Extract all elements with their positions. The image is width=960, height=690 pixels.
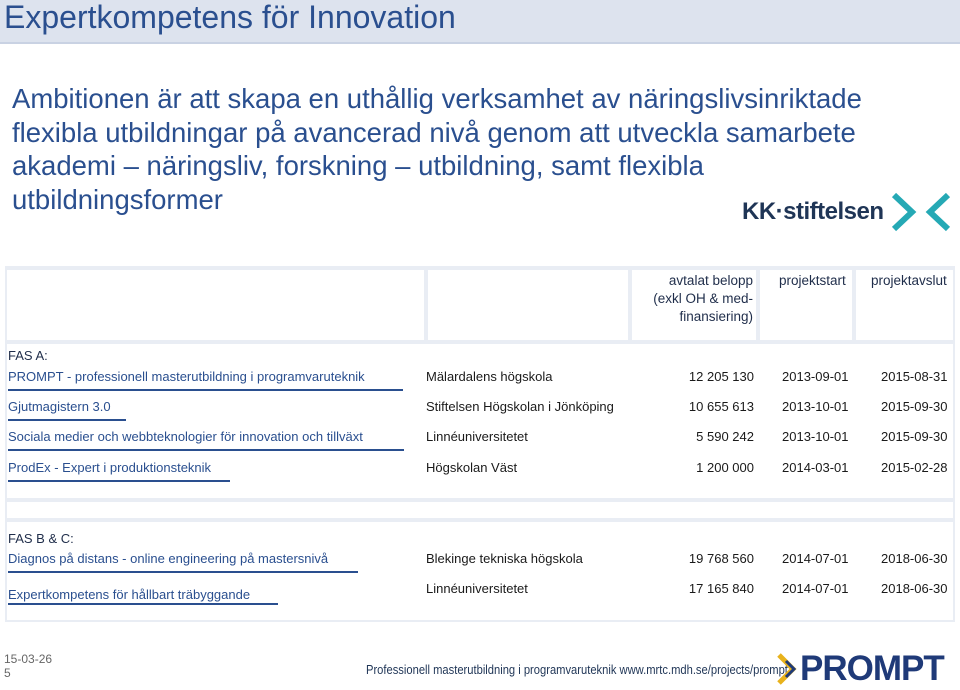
prompt-logo [776, 650, 944, 688]
section-label-a: FAS A: [8, 348, 48, 363]
end-cell: 2015-09-30 [881, 429, 948, 444]
amount-cell: 10 655 613 [688, 399, 754, 414]
kk-logo-text: KK·stiftelsen [742, 198, 884, 225]
link-underline [8, 480, 230, 482]
header-amount [633, 272, 753, 326]
start-cell: 2013-10-01 [782, 399, 849, 414]
footer-date: 15-03-26 [4, 652, 53, 666]
footer-caption: Professionell masterutbildning i programvaruteknik www.mrtc.mdh.se/projects/prompt [366, 662, 788, 677]
intro-line: flexibla utbildningar på avancerad nivå genom att utveckla samarbete [12, 116, 856, 148]
footer-date-page [4, 652, 52, 680]
project-link-diagnos[interactable]: Diagnos på distans - online engineering på mastersnivå [8, 551, 329, 566]
prompt-arrows-icon [776, 652, 800, 686]
link-underline [8, 571, 358, 573]
end-cell: 2018-06-30 [881, 551, 948, 566]
intro-line: Ambitionen är att skapa en uthållig verksamhet av näringslivsinriktade [12, 83, 862, 114]
title-divider [0, 42, 960, 44]
intro-line: akademi – näringsliv, forskning – utbildning, samt flexibla [12, 150, 704, 181]
header-amount-line: finansiering) [679, 309, 753, 324]
start-cell: 2013-09-01 [782, 369, 849, 384]
org-cell: Högskolan Väst [426, 460, 518, 475]
project-link-gjutmagistern[interactable]: Gjutmagistern 3.0 [8, 399, 111, 414]
page-title: Expertkompetens för Innovation [4, 0, 456, 35]
end-cell: 2015-02-28 [881, 460, 948, 475]
org-cell: Stiftelsen Högskolan i Jönköping [426, 399, 614, 414]
start-cell: 2014-07-01 [782, 581, 849, 596]
header-amount-line: (exkl OH & med- [653, 291, 753, 306]
end-cell: 2018-06-30 [881, 581, 948, 596]
org-cell: Linnéuniversitetet [426, 429, 528, 444]
amount-cell: 1 200 000 [696, 460, 754, 475]
amount-cell: 5 590 242 [696, 429, 754, 444]
end-cell: 2015-08-31 [881, 369, 948, 384]
project-link-expertkompetens[interactable]: Expertkompetens för hållbart träbyggande [8, 587, 251, 602]
project-link-prodex[interactable]: ProdEx - Expert i produktionsteknik [8, 460, 212, 475]
end-cell: 2015-09-30 [881, 399, 948, 414]
org-cell: Blekinge tekniska högskola [426, 551, 583, 566]
section-label-bc: FAS B & C: [8, 531, 74, 546]
start-cell: 2013-10-01 [782, 429, 849, 444]
project-link-prompt[interactable]: PROMPT - professionell masterutbildning i programvaruteknik [8, 369, 365, 384]
header-cell [7, 270, 424, 340]
link-underline [8, 389, 403, 391]
header-amount-line: avtalat belopp [668, 273, 753, 288]
amount-cell: 17 165 840 [688, 581, 754, 596]
link-underline [8, 419, 126, 421]
org-cell: Mälardalens högskola [426, 369, 553, 384]
project-link-sociala-medier[interactable]: Sociala medier och webbteknologier för innovation och tillväxt [8, 429, 363, 444]
start-cell: 2014-03-01 [782, 460, 849, 475]
intro-line: utbildningsformer [12, 183, 223, 215]
header-end: projektavslut [871, 273, 947, 288]
link-underline [8, 449, 404, 451]
link-underline [8, 603, 278, 605]
start-cell: 2014-07-01 [782, 551, 849, 566]
amount-cell: 12 205 130 [688, 369, 754, 384]
prompt-logo-text: PROMPT [800, 649, 944, 688]
kk-stiftelsen-logo [742, 191, 954, 233]
header-cell [428, 270, 628, 340]
header-start: projektstart [779, 273, 846, 288]
chevrons-icon [888, 191, 954, 233]
amount-cell: 19 768 560 [688, 551, 754, 566]
title-bar [0, 0, 960, 42]
org-cell: Linnéuniversitetet [426, 581, 528, 596]
page-number: 5 [4, 666, 11, 680]
spacer-row [7, 502, 953, 518]
